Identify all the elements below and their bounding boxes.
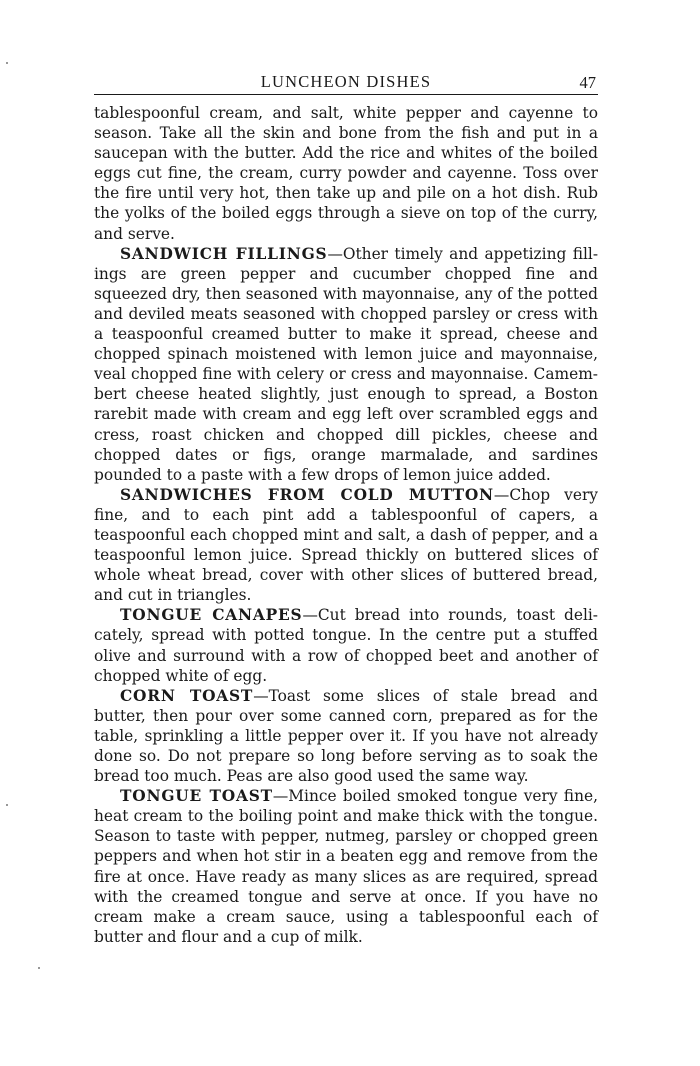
paragraph-text: —Other timely and appetizing fillings are green pepper and cucumber chopped fine and squeezed dry, then seasoned with mayonnaise, any of the potted and deviled meats seasoned with chopped parsley or cress with a teaspoonful creamed butter to make it spread, cheese and chopped spinach moistened with lemon juice and mayonnaise, veal chopped fine with celery or cress and mayonnaise. Camembert cheese heated slightly, just enough to spread, a Boston rarebit made with cream and egg left over scrambled eggs and cress, roast chicken and chopped dill pickles, cheese and chopped dates or figs, orange marmalade, and sardines pounded to a paste with a few drops of lemon juice added.	[94, 244, 599, 484]
recipe-heading: TONGUE TOAST	[120, 787, 273, 806]
paragraph-text: —Chop very fine, and to each pint add a tablespoonful of capers, a teaspoonful each chopped mint and salt, a dash of pepper, and a teaspoonful lemon juice. Spread thickly on buttered slices of whole wheat bread, cover with other slices of buttered bread, and cut in triangles.	[94, 485, 598, 605]
paragraph-tongue-toast	[94, 786, 598, 947]
paragraph-sandwich-fillings	[94, 244, 598, 485]
paragraph-continuation	[94, 103, 598, 244]
book-page	[94, 68, 598, 947]
paragraph-text: —Toast some slices of stale bread and butter, then pour over some canned corn, prepared as for the table, sprinkling a little pepper over it. If you have not already done so. Do not prepare so long before serving as to soak the bread too much. Peas are also good used the same way.	[94, 686, 598, 786]
body-text	[94, 103, 598, 947]
margin-mark	[6, 62, 8, 64]
paragraph-text: —Cut bread into rounds, toast delicately, spread with potted tongue. In the centre put a stuffed olive and surround with a row of chopped beet and another of chopped white of egg.	[94, 606, 598, 685]
recipe-heading: CORN TOAST	[120, 686, 254, 705]
paragraph-text: tablespoonful cream, and salt, white pepper and cayenne to season. Take all the skin and bone from the fish and put in a saucepan with the butter. Add the rice and whites of the boiled eggs cut fine, the cream, curry powder and cayenne. Toss over the fire until very hot, then take up and pile on a hot dish. Rub the yolks of the boiled eggs through a sieve on top of the curry, and serve.	[94, 104, 598, 243]
paragraph-corn-toast	[94, 686, 598, 786]
recipe-heading: SANDWICHES FROM COLD MUTTON	[120, 485, 494, 504]
margin-mark	[6, 804, 8, 806]
page-number: 47	[579, 73, 596, 92]
margin-mark	[38, 967, 40, 969]
running-title: LUNCHEON DISHES	[260, 72, 432, 91]
paragraph-tongue-canapes	[94, 605, 598, 685]
paragraph-text: —Mince boiled smoked tongue very fine, heat cream to the boiling point and make thick with the tongue. Season to taste with pepper, nutmeg, parsley or chopped green peppers and when hot stir in a beaten egg and remove from the fire at once. Have ready as many slices as are required, spread with the creamed tongue and serve at once. If you have no cream make a cream sauce, using a tablespoonful each of butter and flour and a cup of milk.	[94, 787, 598, 946]
recipe-heading: TONGUE CANAPES	[120, 606, 303, 625]
paragraph-sandwiches-cold-mutton	[94, 485, 598, 606]
recipe-heading: SANDWICH FILLINGS	[120, 244, 328, 263]
running-head	[94, 68, 598, 95]
